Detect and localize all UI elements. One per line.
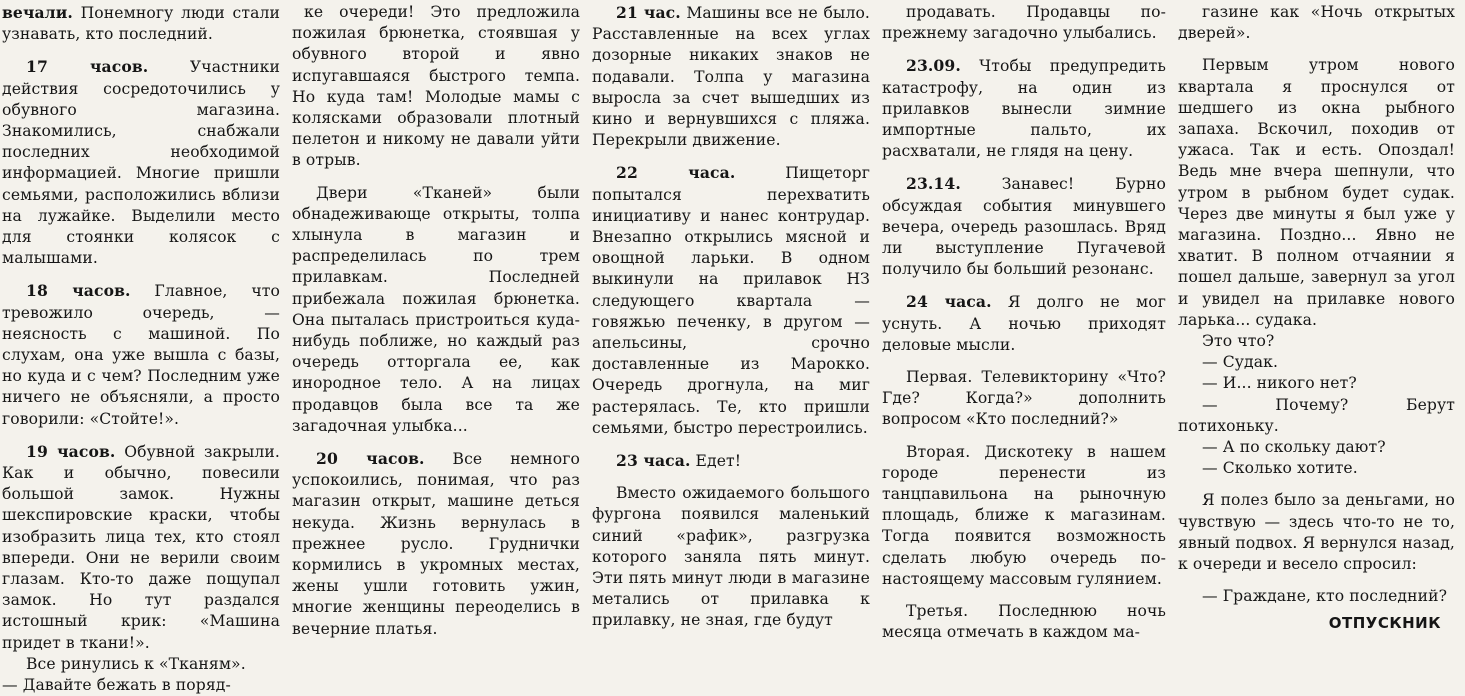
time-heading: 19 часов. bbox=[26, 441, 116, 461]
paragraph: 19 часов. Обувной закрыли. Как и обычно, повесили большой замок. Нужны шекспировские краски, чтобы изобразить лица тех, кто стоял впереди. Они не верили своим глазам. Кто-то даже пощупал замок. Но тут раздался истошный крик: «Машина придет в ткани!». bbox=[2, 441, 280, 652]
paragraph: Третья. Последнюю ночь месяца отмечать в каждом ма- bbox=[882, 602, 1166, 642]
dialogue-line: — А по скольку дают? bbox=[1202, 438, 1386, 457]
column-3 bbox=[590, 2, 880, 630]
time-heading: 23.09. bbox=[906, 56, 961, 76]
dialogue-line: — Граждане, кто последний? bbox=[1202, 587, 1448, 606]
dialogue-line: — Сколько хотите. bbox=[1202, 459, 1358, 478]
paragraph: 23.09. Чтобы предупредить катастрофу, на один из прилавков вынесли зимние импортные пальто, их расхватали, не глядя на цену. bbox=[882, 56, 1166, 161]
paragraph: Первая. Телевикторину «Что? Где? Когда?» дополнить вопросом «Кто последний?» bbox=[882, 368, 1166, 429]
paragraph: ке очереди! Это предложила пожилая брюнетка, стоявшая у обувного второй и явно испугавшаяся быстрого темпа. Но куда там! Молодые мамы с колясками образовали плотный пелетон и никому не давали уйти в отрыв. bbox=[292, 3, 580, 170]
column-4 bbox=[880, 2, 1176, 642]
paragraph: Первым утром нового квартала я проснулся от шедшего из окна рыбного запаха. Вскочил, походив от ужаса. Так и есть. Опоздал! Ведь мне вчера шепнули, что утром в рыбном будет судак. Через две минуты я был уже у магазина. Поздно... Явно не хватит. В полном отчаянии я пошел дальше, завернул за угол и увидел на прилавке нового ларька... судака. bbox=[1178, 56, 1455, 329]
paragraph: 18 часов. Главное, что тревожило очередь, — неясность с машиной. По слухам, она уже вышла с базы, но куда и с чем? Последним уже ничего не объясняли, а просто говорили: «Стойте!». bbox=[2, 281, 280, 428]
dialogue-line: Это что? bbox=[1202, 332, 1275, 351]
time-heading: 23 часа. bbox=[616, 451, 691, 471]
paragraph: 20 часов. Все немного успокоились, понимая, что раз магазин открыт, машине деться некуда. Жизнь вернулась в прежнее русло. Груднички кормились в укромных местах, жены ушли готовить ужин, многие женщины переоделись в вечерние платья. bbox=[292, 449, 580, 638]
dialogue-line: — Почему? Берут потихоньку. bbox=[1178, 395, 1455, 435]
time-heading: 17 часов. bbox=[26, 57, 149, 77]
time-heading: вечали. bbox=[2, 3, 73, 22]
column-1 bbox=[0, 2, 290, 695]
paragraph: 22 часа. Пищеторг попытался перехватить инициативу и нанес контрудар. Внезапно открылись мясной и овощной ларьки. В одном выкинули на прилавок НЗ следующего квартала — говяжью печенку, в другом — апельсины, срочно доставленные из Марокко. Очередь дрогнула, на миг растерялась. Те, кто пришли семьями, быстро перестроились. bbox=[592, 163, 870, 437]
time-heading: 22 часа. bbox=[616, 163, 736, 183]
dialogue-line: — И... никого нет? bbox=[1202, 374, 1357, 393]
paragraph: 24 часа. Я долго не мог уснуть. А ночью приходят деловые мысли. bbox=[882, 292, 1166, 354]
time-heading: 20 часов. bbox=[316, 449, 425, 469]
column-2 bbox=[290, 2, 590, 638]
paragraph: Я полез было за деньгами, но чувствую — здесь что-то не то, явный подвох. Я вернулся назад, к очереди и весело спросил: bbox=[1178, 491, 1455, 574]
paragraph: 21 час. Машины все не было. Расставленные на всех углах дозорные никаких знаков не подавали. Толпа у магазина выросла за счет вышедших из кино и вернувшихся с пляжа. Перекрыли движение. bbox=[592, 3, 870, 150]
paragraph: 17 часов. Участники действия сосредоточились у обувного магазина. Знакомились, снабжали последних необходимой информацией. Многие пришли семьями, расположились вблизи на лужайке. Выделили место для стоянки колясок с малышами. bbox=[2, 57, 280, 268]
paragraph: 23 часа. Едет! bbox=[616, 451, 742, 471]
paragraph: 23.14. Занавес! Бурно обсуждая события минувшего вечера, очередь разошлась. Вряд ли выступление Пугачевой получило бы больший резонанс. bbox=[882, 174, 1166, 279]
paragraph: газине как «Ночь открытых дверей». bbox=[1178, 3, 1455, 43]
column-5 bbox=[1176, 2, 1465, 633]
time-heading: 21 час. bbox=[616, 3, 681, 22]
paragraph: вечали. Понемногу люди стали узнавать, кто последний. bbox=[2, 3, 280, 44]
paragraph: — Давайте бежать в поряд- bbox=[2, 676, 231, 695]
time-heading: 23.14. bbox=[906, 174, 961, 194]
author-signature: ОТПУСКНИК bbox=[1328, 614, 1441, 633]
time-heading: 24 часа. bbox=[906, 292, 992, 312]
paragraph: продавать. Продавцы по-прежнему загадочно улыбались. bbox=[882, 3, 1166, 43]
paragraph: Вместо ожидаемого большого фургона появился маленький синий «рафик», разгрузка которого заняла пять минут. Эти пять минут люди в магазине метались от прилавка к прилавку, не зная, где будут bbox=[592, 484, 870, 630]
paragraph: Вторая. Дискотеку в нашем городе перенести из танцпавильона на рыночную площадь, ближе к магазинам. Тогда появится возможность сделать любую очередь по-настоящему массовым гулянием. bbox=[882, 442, 1166, 588]
paragraph: Двери «Тканей» были обнадеживающе открыты, толпа хлынула в магазин и распределилась по трем прилавкам. Последней прибежала пожилая брюнетка. Она пыталась пристроиться куда-нибудь поближе, но каждый раз очередь отторгала ее, как инородное тело. А на лицах продавцов была все та же загадочная улыбка... bbox=[292, 183, 580, 435]
time-heading: 18 часов. bbox=[26, 281, 131, 301]
dialogue-line: — Судак. bbox=[1202, 353, 1279, 372]
paragraph: Все ринулись к «Тканям». bbox=[26, 654, 246, 673]
